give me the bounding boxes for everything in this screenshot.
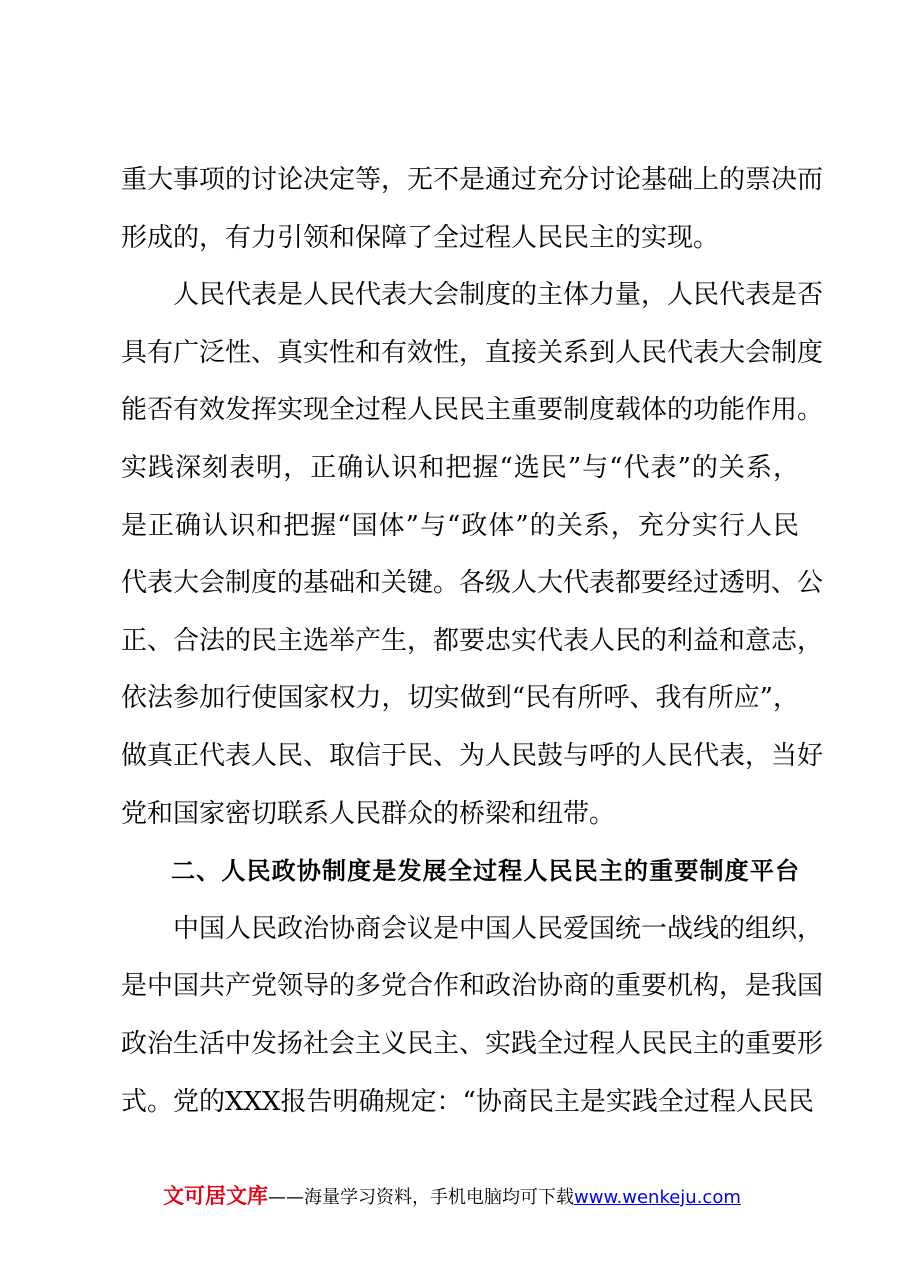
text-line: 式。党的XXX报告明确规定：“协商民主是实践全过程人民民 xyxy=(121,1086,814,1117)
text-line: 中国人民政治协商会议是中国人民爱国统一战线的组织， xyxy=(173,913,824,944)
text-line: 能否有效发挥实现全过程人民民主重要制度载体的功能作用。 xyxy=(121,395,824,426)
footer-link[interactable]: www.wenkeju.com xyxy=(574,1187,741,1208)
text-line: 正、合法的民主选举产生，都要忠实代表人民的利益和意志， xyxy=(121,625,824,656)
text-line: 形成的，有力引领和保障了全过程人民民主的实现。 xyxy=(121,222,720,253)
text-line: 实践深刻表明，正确认识和把握“选民”与“代表”的关系， xyxy=(121,452,799,483)
text-line: 是中国共产党领导的多党合作和政治协商的重要机构，是我国 xyxy=(121,971,824,1002)
text-line: 代表大会制度的基础和关键。各级人大代表都要经过透明、公 xyxy=(121,568,824,599)
text-line: 具有广泛性、真实性和有效性，直接关系到人民代表大会制度 xyxy=(121,337,824,368)
text-line: 政治生活中发扬社会主义民主、实践全过程人民民主的重要形 xyxy=(121,1028,824,1059)
footer-slogan: ——海量学习资料，手机电脑均可下载 xyxy=(268,1187,574,1208)
text-line: 依法参加行使国家权力，切实做到“民有所呼、我有所应”， xyxy=(121,683,799,714)
page-footer xyxy=(163,1180,783,1212)
text-line: 党和国家密切联系人民群众的桥梁和纽带。 xyxy=(121,798,616,829)
text-line: 做真正代表人民、取信于民、为人民鼓与呼的人民代表，当好 xyxy=(121,740,824,771)
text-line: 是正确认识和把握“国体”与“政体”的关系，充分实行人民 xyxy=(121,510,799,541)
text-line: 重大事项的讨论决定等，无不是通过充分讨论基础上的票决而 xyxy=(121,165,824,195)
footer-brand: 文可居文库 xyxy=(163,1184,268,1208)
document-body xyxy=(121,152,824,1131)
section-heading: 二、人民政协制度是发展全过程人民民主的重要制度平台 xyxy=(171,857,799,886)
text-line: 人民代表是人民代表大会制度的主体力量，人民代表是否 xyxy=(173,280,824,311)
